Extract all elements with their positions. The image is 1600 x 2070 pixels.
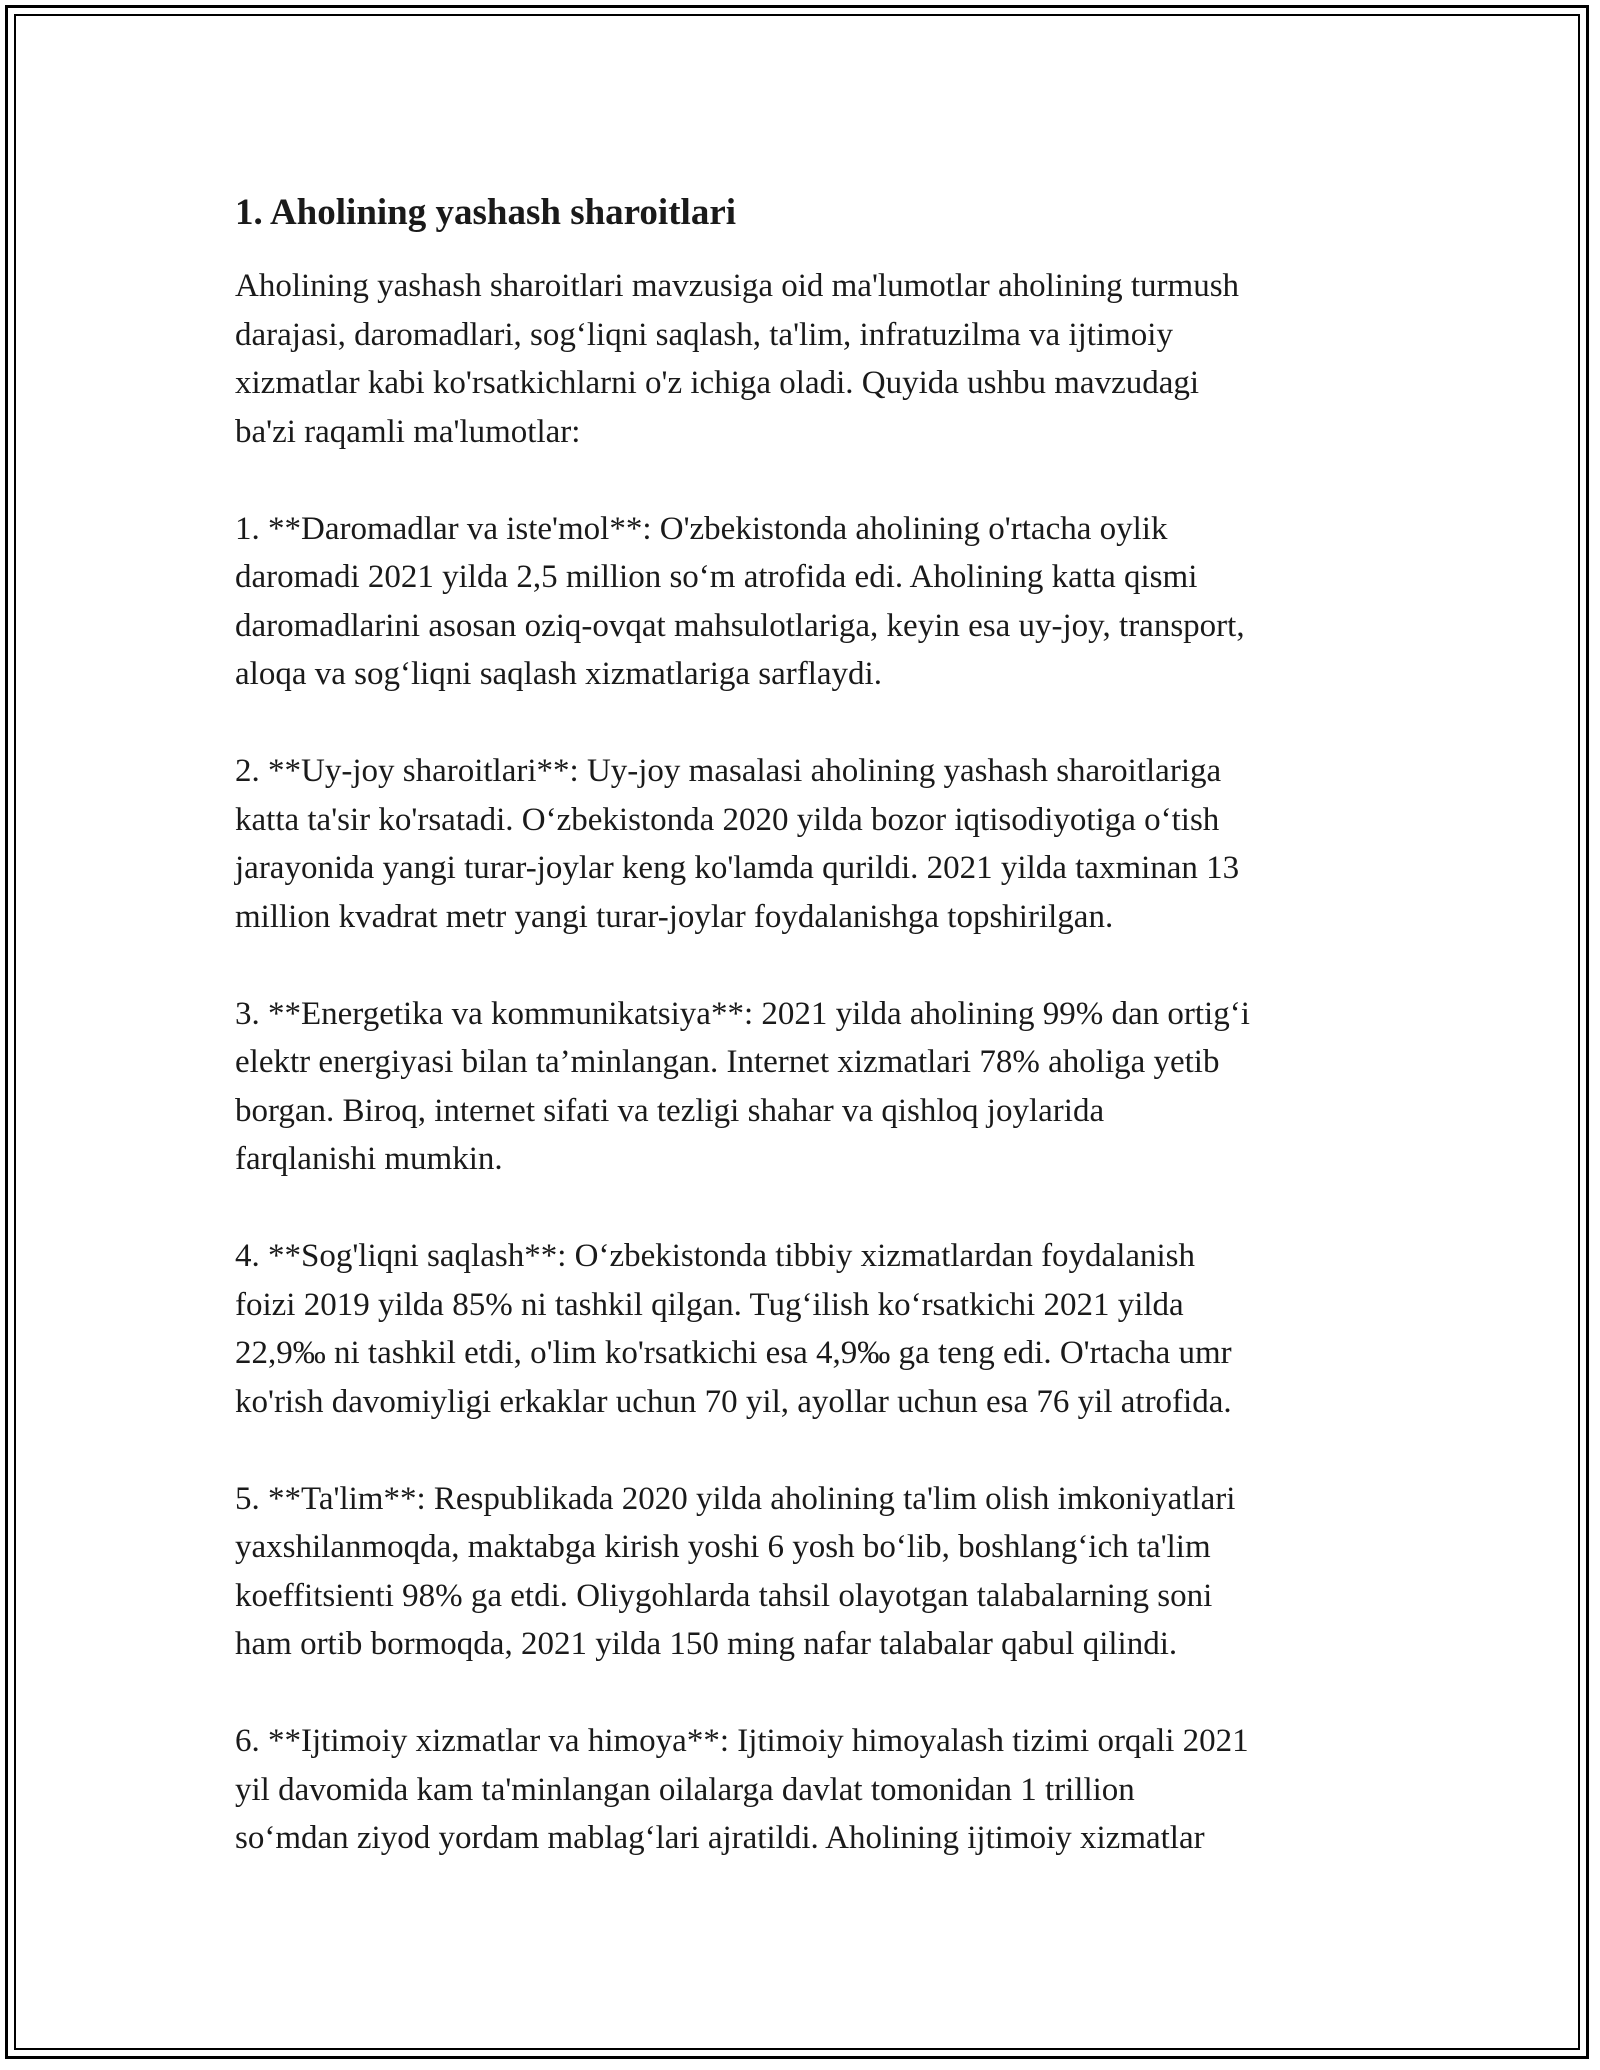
paragraph-energy: 3. **Energetika va kommunikatsiya**: 2021 yilda aholining 99% dan ortig‘i elektr energiyasi bilan ta’minlangan. Internet xizmatlari 78% aholiga yetib borgan. Biroq, internet sifati va tezligi shahar va qishloq joylarida farqlanishi mumkin. — [235, 995, 1250, 1177]
paragraph-social: 6. **Ijtimoiy xizmatlar va himoya**: Ijtimoiy himoyalash tizimi orqali 2021 yil davomida kam ta'minlangan oilalarga davlat tomonidan 1 trillion so‘mdan ziyod yordam mablag‘lari ajratildi. Aholining ijtimoiy xizmatlar — [235, 1723, 1249, 1856]
paragraph-health: 4. **Sog'liqni saqlash**: O‘zbekistonda tibbiy xizmatlardan foydalanish foizi 2019 yilda 85% ni tashkil qilgan. Tug‘ilish ko‘rsatkichi 2021 yilda 22,9‰ ni tashkil etdi, o'lim ko'rsatkichi esa 4,9‰ ga teng edi. O'rtacha umr ko'rish davomiyligi erkaklar uchun 70 yil, ayollar uchun esa 76 yil atrofida. — [235, 1238, 1232, 1420]
paragraph-housing: 2. **Uy-joy sharoitlari**: Uy-joy masalasi aholining yashash sharoitlariga katta ta'sir ko'rsatadi. O‘zbekistonda 2020 yilda bozor iqtisodiyotiga o‘tish jarayonida yangi turar-joylar keng ko'lamda qurildi. 2021 yilda taxminan 13 million kvadrat metr yangi turar-joylar foydalanishga topshirilgan. — [235, 753, 1240, 935]
paragraph-education: 5. **Ta'lim**: Respublikada 2020 yilda aholining ta'lim olish imkoniyatlari yaxshilanmoqda, maktabga kirish yoshi 6 yosh bo‘lib, boshlang‘ich ta'lim koeffitsienti 98% ga etdi. Oliygohlarda tahsil olayotgan talabalarning soni ham ortib bormoqda, 2021 yilda 150 ming nafar talabalar qabul qilindi. — [235, 1480, 1236, 1662]
section-heading: 1. Aholining yashash sharoitlari — [235, 192, 737, 233]
intro-paragraph: Aholining yashash sharoitlari mavzusiga oid ma'lumotlar aholining turmush darajasi, daromadlari, sog‘liqni saqlash, ta'lim, infratuzilma va ijtimoiy xizmatlar kabi ko'rsatkichlarni o'z ichiga oladi. Quyida ushbu mavzudagi ba'zi raqamli ma'lumotlar: — [235, 268, 1240, 450]
paragraph-income: 1. **Daromadlar va iste'mol**: O'zbekistonda aholining o'rtacha oylik daromadi 2021 yilda 2,5 million so‘m atrofida edi. Aholining katta qismi daromadlarini asosan oziq-ovqat mahsulotlariga, keyin esa uy-joy, transport, aloqa va sog‘liqni saqlash xizmatlariga sarflaydi. — [235, 510, 1245, 692]
document-body — [235, 186, 1395, 1863]
